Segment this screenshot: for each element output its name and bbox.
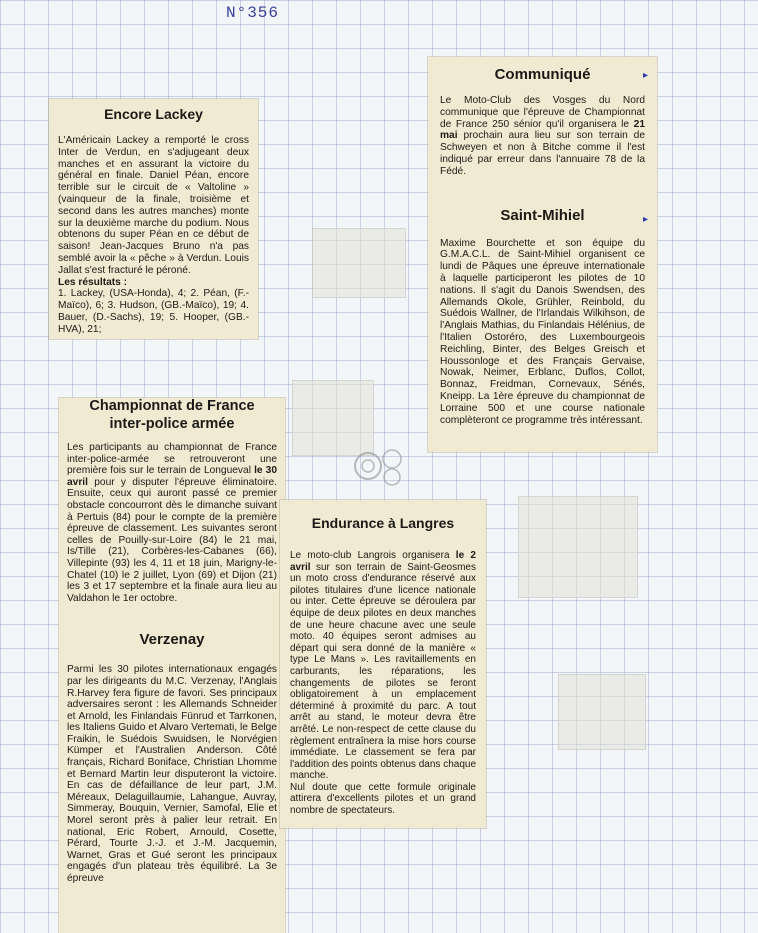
article-body: Nul doute que cette formule originale attirera d'excellents pilotes et un grand nombre de spectateurs. [290,781,476,817]
article-body: Les participants au championnat de France inter-police-armée se retrouveront une première fois sur le terrain de Longueval le 30 avril pour y disputer l'épreuve éliminatoire. Ensuite, ceux qui auront passé ce premier obstacle concourront dès le dimanche suivant à Pertuis (84) pour le compte de la première épreuve de classement. Les suivantes seront celles de Pouilly-sur-Loire (84) le 21 mai, Is/Tille (21), Corbères-les-Cabanes (66), Villepinte (93) les 4, 11 et 18 juin, Marigny-le-Chatel (10) le 2 juillet, Lyon (69) et Dijon (21) les 3 et 17 septembre et la finale aura lieu au Valdahon le 1er octobre. [67,442,277,604]
article-title: Encore Lackey [104,106,203,122]
article-title: Saint-Mihiel [500,206,585,224]
tape-piece [518,496,638,598]
pen-mark: ▸ [643,214,649,225]
stamp-logo [352,444,408,488]
tape-piece [558,674,646,750]
article-body: Le moto-club Langrois organisera le 2 avril sur son terrain de Saint-Geosmes un moto cross d'endurance réservé aux pilotes titulaires d'une licence nationale ou inter. Cette épreuve se déroulera par équipe de deux pilotes en deux manches de une heure chacune avec une seule moto. 40 équipes seront admises au départ qui sera donné de la manière « type Le Mans ». Les ravitaillements en carburants, les réparations, les changements de pilotes se feront obligatoirement à un emplacement déterminé à proximité du parc. A tout arrêt au stand, le moteur devra être arrêté. Le non-respect de cette clause du règlement entraînera la mise hors course immédiate. Le classement se fera par l'addition des points obtenus dans chaque manche. [290,550,476,782]
article-subtitle: inter-police armée [109,416,235,432]
reference-number: N°356 [226,4,280,22]
article-body: L'Américain Lackey a remporté le cross Inter de Verdun, en s'adjugeant deux manches et en assurant la victoire du général en finale. Daniel Péan, encore terrible sur le circuit de « Valtoline » (vainqueur de la finale, troisième et second dans les autres manches) monte sur la deuxième marche du podium. Nous obtenons du super Péan en ce début de saison! Jean-Jacques Bruno n'a pas semblé avoir la « pêche » à Verdun. Louis Jallat s'est fracturé le péroné. [58,135,249,276]
article-encore-lackey [49,99,258,339]
results-list: 1. Lackey, (USA-Honda), 4; 2. Péan, (F.-Maïco), 6; 3. Hudson, (GB.-Maïco), 19; 4. Bauer, (D.-Sachs), 19; 5. Hooper, (GB.-HVA), 21; [58,288,249,335]
article-championnat [59,398,285,933]
article-body: Maxime Bourchette et son équipe du G.M.A.C.L. de Saint-Mihiel organisent ce lundi de Pâques une épreuve internationale à laquelle participeront les pilotes de 10 nations. Il s'agit du Danois Swendsen, des Allemands Okole, Grühler, Reinbold, du Suédois Wallner, de l'Irlandais Wilkihson, de l'Anglais Mathias, du Finlandais Hélénius, de l'Italien Ostoréro, des Luxembourgeois Reichling, Binter, des Belges Greisch et Houssonloge et des Français Gervaise, Nowak, Neimer, Erblanc, Duflos, Collot, Bonnaz, Freidman, Cornevaux, Sénés, Kneipp. La 1ère épreuve du championnat de Lorraine 500 et une course nationale complèteront ce programme très intéressant. [440,237,645,426]
article-title: Championnat de France [89,398,255,414]
pen-mark: ▸ [643,70,649,81]
results-label: Les résultats : [58,276,128,288]
tape-piece [312,228,406,298]
article-endurance-langres [280,500,486,828]
article-title: Verzenay [139,631,205,649]
article-body: Le Moto-Club des Vosges du Nord communique que l'épreuve de Championnat de France 250 sénior qu'il organisera le 21 mai prochain aura lieu sur son terrain de Schweyen et non à Bitche comme il l'est indiqué par erreur dans l'annuaire 78 de la Fédé. [440,95,645,177]
article-communique [428,57,657,452]
article-body: Parmi les 30 pilotes internationaux engagés par les dirigeants du M.C. Verzenay, l'Anglais R.Harvey fera figure de favori. Ses principaux adversaires seront : les Allemands Schneider et Arnold, les Finlandais Fünrud et Tarrkonen, les Italiens Guido et Alvaro Vertemati, le Belge Fraikin, le Suédois Swuidsen, le Norvégien Kümper et l'Australien Anderson. Côté français, Richard Boniface, Christian Lhomme et Bernard Martin leur disputeront la victoire. En cas de défaillance de leur part, J.M. Méreaux, Delaguillaumie, Lahangue, Auvray, Simmeray, Bouquin, Vernier, Samofal, Elie et Morel seront près à palier leur retrait. En national, Eric Robert, Arnould, Cosette, Pérard, Tourte J.-J. et J.-M. Jacquemin, Warnet, Gras et Gué seront les principaux engagés d'un plateau très équilibré. La 3e épreuve [67,664,277,884]
article-title: Communiqué [494,66,591,83]
article-title: Endurance à Langres [311,515,455,531]
